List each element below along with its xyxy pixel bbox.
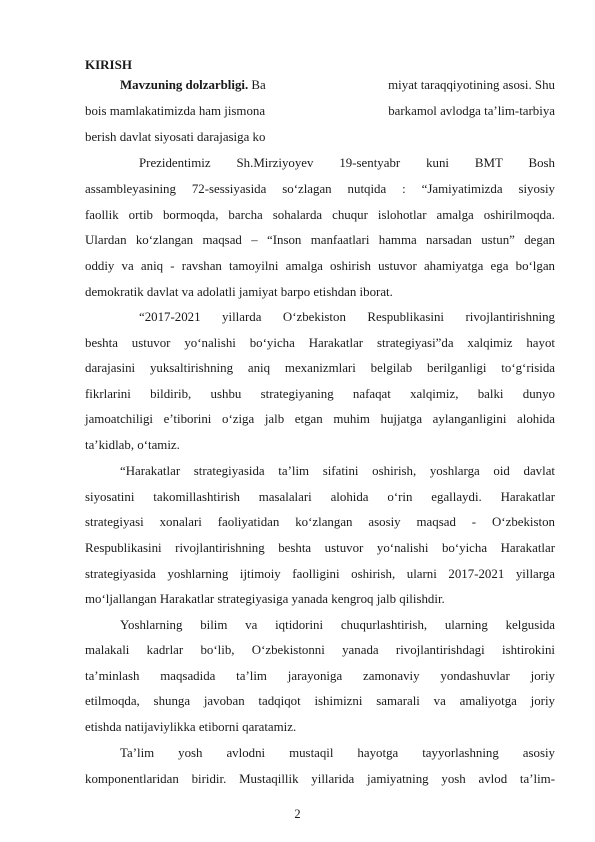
intro-line-1-right: miyat taraqqiyotining asosi. Shu [388, 78, 555, 92]
text-line: mo‘ljallangan Harakatlar strategiyasiga yanada kengroq jalb qilishdir. [85, 592, 445, 606]
text-line: strategiyasida yoshlarning ijtimoiy faolligini oshirish, ularni 2017-2021 yillarga [85, 567, 555, 581]
intro-line-3-left: berish davlat siyosati darajasiga ko [85, 130, 266, 144]
text-line: assambleyasining 72-sessiyasida so‘zlagan nutqida : “Jamiyatimizda siyosiy [85, 182, 555, 196]
text-line: darajasini yuksaltirishning aniq mexanizmlari belgilab berilganligi to‘g‘risida [85, 361, 555, 375]
text-line: oddiy va aniq - ravshan tamoyilni amalga oshirish ustuvor ahamiyatga ega bo‘lgan [85, 259, 555, 273]
intro-line-2-right: barkamol avlodga ta’lim-tarbiya [388, 104, 555, 118]
text-line: faollik ortib bormoqda, barcha sohalarda chuqur islohotlar amalga oshirilmoqda. [85, 208, 555, 222]
text-line: Respublikasini rivojlantirishning beshta ustuvor yo‘nalishi bo‘yicha Harakatlar [85, 541, 555, 555]
text-line: ta’minlash maqsadida ta’lim jarayoniga zamonaviy yondashuvlar joriy [85, 669, 555, 683]
text-line: Prezidentimiz Sh.Mirziyoyev 19-sentyabr kuni BMT Bosh [139, 156, 555, 170]
section-heading: KIRISH [85, 57, 132, 72]
text-line: fikrlarini bildirib, ushbu strategiyaning nafaqat xalqimiz, balki dunyo [85, 387, 555, 401]
text-line: jamoatchiligi e’tiborini o‘ziga jalb etgan muhim hujjatga aylanganligini alohida [85, 412, 555, 426]
text-line: Yoshlarning bilim va iqtidorini chuqurlashtirish, ularning kelgusida [120, 618, 555, 632]
text-line: ta’kidlab, o‘tamiz. [85, 438, 180, 452]
text-line: malakali kadrlar bo‘lib, O‘zbekistonni yanada rivojlantirishdagi ishtirokini [85, 643, 555, 657]
intro-line-1-left [120, 76, 266, 94]
text-line: etishda natijaviylikka etiborni qaratamiz. [85, 720, 297, 734]
page-number: 2 [294, 807, 301, 821]
intro-bold-lead: Mavzuning dolzarbligi. [120, 78, 249, 92]
text-line: Ta’lim yosh avlodni mustaqil hayotga tayyorlashning asosiy [120, 746, 555, 760]
text-line: beshta ustuvor yo‘nalishi bo‘yicha Harakatlar strategiyasi”da xalqimiz hayot [85, 336, 555, 350]
text-line: siyosatini takomillashtirish masalalari alohida o‘rin egallaydi. Harakatlar [85, 490, 555, 504]
text-line: “2017-2021 yillarda O‘zbekiston Respublikasini rivojlantirishning [139, 310, 555, 324]
text-line: strategiyasi xonalari faoliyatidan ko‘zlangan asosiy maqsad - O‘zbekiston [85, 515, 555, 529]
text-line: komponentlaridan biridir. Mustaqillik yillarida jamiyatning yosh avlod ta’lim- [85, 772, 555, 786]
intro-line-2-left: bois mamlakatimizda ham jismona [85, 104, 266, 118]
text-line: Ulardan ko‘zlangan maqsad – “Inson manfaatlari hamma narsadan ustun” degan [85, 233, 555, 247]
occlusion-block [277, 76, 369, 140]
text-line: demokratik davlat va adolatli jamiyat barpo etishdan iborat. [85, 285, 393, 299]
text-line: “Harakatlar strategiyasida ta’lim sifatini oshirish, yoshlarga oid davlat [120, 464, 555, 478]
text-line: etilmoqda, shunga javoban tadqiqot ishimizni samarali va amaliyotga joriy [85, 694, 555, 708]
intro-line-1-left-text: Ba [248, 78, 266, 92]
